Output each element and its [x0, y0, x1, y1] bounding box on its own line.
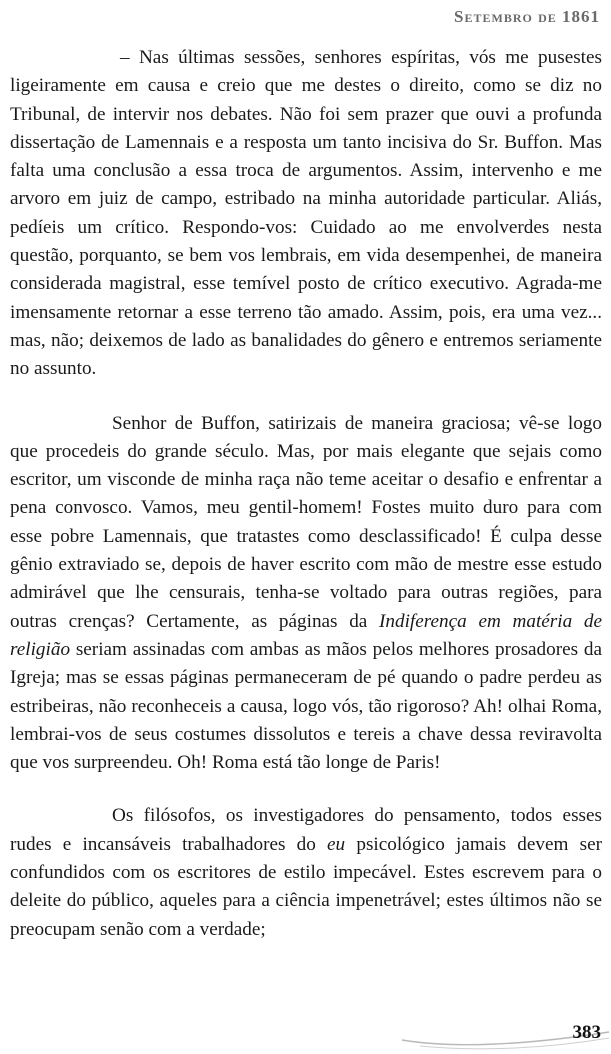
paragraph-3-part-2: psicológico jamais devem ser confundidos com os escritores de estilo impecável. Estes escrevem para o deleite do público, aqueles para a ciência impenetrável; estes últimos não se preocupam senão com a verdade; — [10, 833, 602, 940]
page-number: 383 — [572, 1022, 601, 1043]
paragraph-1: – Nas últimas sessões, senhores espíritas, vós me pusestes ligeiramente em causa e creio que me destes o direito, como se diz no Tribunal, de intervir nos debates. Não foi sem prazer que ouvi a profunda dissertação de Lamennais e a resposta um tanto incisiva do Sr. Buffon. Mas falta uma conclusão a essa troca de argumentos. Assim, intervenho e me arvoro em juiz de campo, estribado na minha autoridade particular. Aliás, pedíeis um crítico. Respondo-vos: Cuidado ao me envolverdes nesta questão, porquanto, se bem vos lembrais, em vida desempenhei, de maneira considerada magistral, esse temível posto de crítico executivo. Agrada-me imensamente retornar a esse terreno tão amado. Assim, pois, era uma vez... mas, não; deixemos de lado as banalidades do gênero e entremos seriamente no assunto. — [10, 47, 602, 380]
running-header: Setembro de 1861 — [454, 7, 600, 26]
eu-italic: eu — [327, 833, 346, 855]
paragraph-2 — [10, 410, 602, 778]
paragraph-2-part-1: Senhor de Buffon, satirizais de maneira graciosa; vê-se logo que procedeis do grande século. Mas, por mais elegante que sejais como escritor, um visconde de minha raça não teme aceitar o desafio e enfrentar a pena convosco. Vamos, meu gentil-homem! Fostes muito duro para com esse pobre Lamennais, que tratastes como desclassificado! É culpa desse gênio extraviado se, depois de haver escrito com mão de mestre esse estudo admirável que lhe censurais, tenha-se voltado para outras regiões, para outras crenças? Certamente, as páginas da — [10, 412, 602, 632]
paragraph-3-part-1: Os filósofos, os investigadores do pensamento, todos esses rudes e incansáveis trabalhadores do — [10, 805, 602, 855]
paragraph-2-part-2: seriam assinadas com ambas as mãos pelos melhores prosadores da Igreja; mas se essas páginas permaneceram de pé quando o padre perdeu as estribeiras, não reconheceis a causa, logo vós, tão rigoroso? Ah! olhai Roma, lembrai-vos de seus costumes dissolutos e tereis a chave dessa reviravolta que vos surpreendeu. Oh! Roma está tão longe de Paris! — [10, 638, 602, 774]
book-title-italic: Indiferença em matéria de religião — [10, 610, 602, 660]
body-text — [10, 44, 602, 944]
paragraph-3 — [10, 802, 602, 943]
